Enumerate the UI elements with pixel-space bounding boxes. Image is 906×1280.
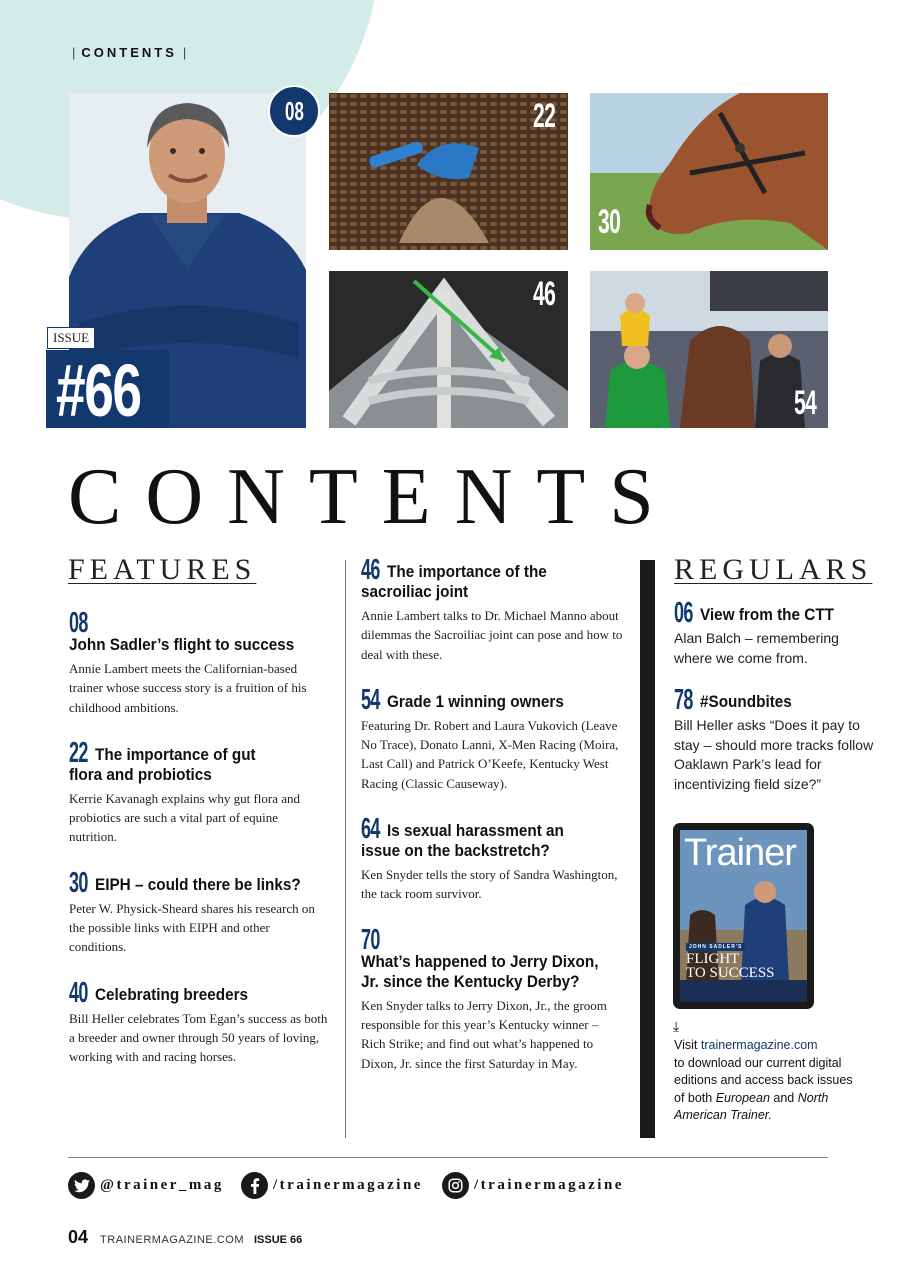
twitter-handle: @trainer_mag <box>100 1177 224 1193</box>
feature-item[interactable] <box>69 736 329 847</box>
feature-title: What’s happened to Jerry Dixon, <box>361 951 599 971</box>
feature-page-number: 46 <box>361 554 380 586</box>
facebook-icon <box>241 1172 268 1199</box>
regulars-divider <box>640 560 655 1138</box>
feature-item[interactable] <box>361 683 626 793</box>
feature-item[interactable] <box>361 554 626 664</box>
features-column-1 <box>69 607 329 1093</box>
issue-number: #66 <box>46 350 169 428</box>
page-footer <box>68 1227 302 1248</box>
issue-label: ISSUE <box>47 327 95 349</box>
regulars-column <box>674 597 874 820</box>
page-number: 04 <box>68 1227 89 1247</box>
visit-text: Visit trainermagazine.com to download our current digital editions and access back issues of both European and North American Trainer. <box>674 1038 853 1123</box>
page-badge: 08 <box>268 85 320 137</box>
tablet-brand: Trainer <box>684 832 796 874</box>
photo-page-number: 30 <box>598 203 621 241</box>
website-link[interactable]: trainermagazine.com <box>700 1038 818 1052</box>
regulars-heading: REGULARS <box>674 553 873 586</box>
social-facebook[interactable] <box>241 1172 423 1199</box>
social-instagram[interactable] <box>442 1172 624 1199</box>
tablet-kicker: JOHN SADLER'S <box>686 943 745 951</box>
feature-description: Annie Lambert talks to Dr. Michael Manno about dilemmas the Sacroiliac joint can pose and how to deal with these. <box>361 608 623 662</box>
feature-item[interactable] <box>361 813 626 904</box>
photo-feed[interactable] <box>329 93 568 250</box>
regular-title: View from the CTT <box>700 605 835 624</box>
instagram-icon <box>442 1172 469 1199</box>
photo-winners[interactable] <box>590 271 828 428</box>
instagram-handle: /trainermagazine <box>474 1177 624 1193</box>
tablet-cover[interactable] <box>673 823 814 1009</box>
footer-site: TRAINERMAGAZINE.COM <box>100 1234 244 1246</box>
feature-description: Featuring Dr. Robert and Laura Vukovich (Leave No Trace), Donato Lanni, X-Men Racing (Moira, Last Call) and Patrick O’Keefe, Kentucky West Racing (Classic Causeway). <box>361 717 619 791</box>
feature-description: Annie Lambert meets the Californian-based trainer whose success story is a fruition of his childhood ambitions. <box>69 661 307 715</box>
photo-page-number: 54 <box>794 384 817 422</box>
feature-title-line2: Jr. since the Kentucky Derby? <box>361 971 580 991</box>
feature-description: Kerrie Kavanagh explains why gut flora and probiotics are such a vital part of equine nutrition. <box>69 790 301 845</box>
regular-description: Alan Balch – remembering where we come from. <box>674 630 839 666</box>
photo-page-number: 22 <box>533 97 556 135</box>
feature-description: Peter W. Physick-Sheard shares his research on the possible links with EIPH and other conditions. <box>69 900 315 955</box>
feature-title: The importance of gut <box>95 744 256 764</box>
tablet-headline: FLIGHT TO SUCCESS <box>686 951 775 981</box>
feature-title: EIPH – could there be links? <box>95 874 301 894</box>
feature-item[interactable] <box>69 607 329 717</box>
feature-title: John Sadler’s flight to success <box>69 635 295 654</box>
photo-spine[interactable] <box>329 271 568 428</box>
feature-page-number: 54 <box>361 683 380 716</box>
footer-issue: ISSUE 66 <box>253 1234 303 1246</box>
page-title: CONTENTS <box>68 453 678 541</box>
regular-page-number: 78 <box>674 684 693 716</box>
feature-title-line2: sacroiliac joint <box>361 582 469 601</box>
feature-page-number: 40 <box>69 976 88 1009</box>
feature-description: Ken Snyder talks to Jerry Dixon, Jr., the groom responsible for this year’s Kentucky winner – Rich Strike; and find out what’s happened to Dixon, Jr. since the first Saturday in May. <box>361 997 607 1071</box>
photo-page-number: 46 <box>533 275 556 313</box>
regular-item[interactable] <box>674 597 874 668</box>
feature-title: The importance of the <box>387 562 547 581</box>
twitter-icon <box>68 1172 95 1199</box>
section-label: | CONTENTS | <box>72 45 187 60</box>
feature-title: Grade 1 winning owners <box>387 691 564 711</box>
feature-page-number: 22 <box>69 736 88 769</box>
regular-title: #Soundbites <box>700 692 792 711</box>
footer-rule <box>68 1157 828 1158</box>
feature-title-line2: issue on the backstretch? <box>361 841 550 861</box>
features-heading: FEATURES <box>68 553 257 586</box>
feature-item[interactable] <box>69 866 329 957</box>
social-twitter[interactable] <box>68 1172 224 1199</box>
feature-description: Bill Heller celebrates Tom Egan’s success as both a breeder and owner through 50 years of loving, working with and racing horses. <box>69 1010 328 1065</box>
download-icon[interactable]: ⤓ <box>673 1018 680 1034</box>
feature-description: Ken Snyder tells the story of Sandra Washington, the tack room survivor. <box>361 867 618 902</box>
feature-page-number: 70 <box>361 923 380 956</box>
column-divider <box>345 560 346 1138</box>
regular-page-number: 06 <box>674 597 693 629</box>
feature-page-number: 30 <box>69 866 88 899</box>
facebook-handle: /trainermagazine <box>273 1177 423 1193</box>
feature-item[interactable] <box>69 976 329 1067</box>
feature-title-line2: flora and probiotics <box>69 764 212 784</box>
feature-title: Is sexual harassment an <box>387 821 564 841</box>
feature-title: Celebrating breeders <box>95 984 249 1004</box>
feature-page-number: 64 <box>361 813 380 846</box>
feature-item[interactable] <box>361 923 626 1073</box>
photo-horse[interactable] <box>590 93 828 250</box>
regular-description: Bill Heller asks “Does it pay to stay – should more tracks follow Oaklawn Park’s lead for incentivizing field size?” <box>674 717 874 792</box>
features-column-2 <box>361 554 626 1099</box>
regular-item[interactable] <box>674 684 874 794</box>
feature-page-number: 08 <box>69 607 88 639</box>
